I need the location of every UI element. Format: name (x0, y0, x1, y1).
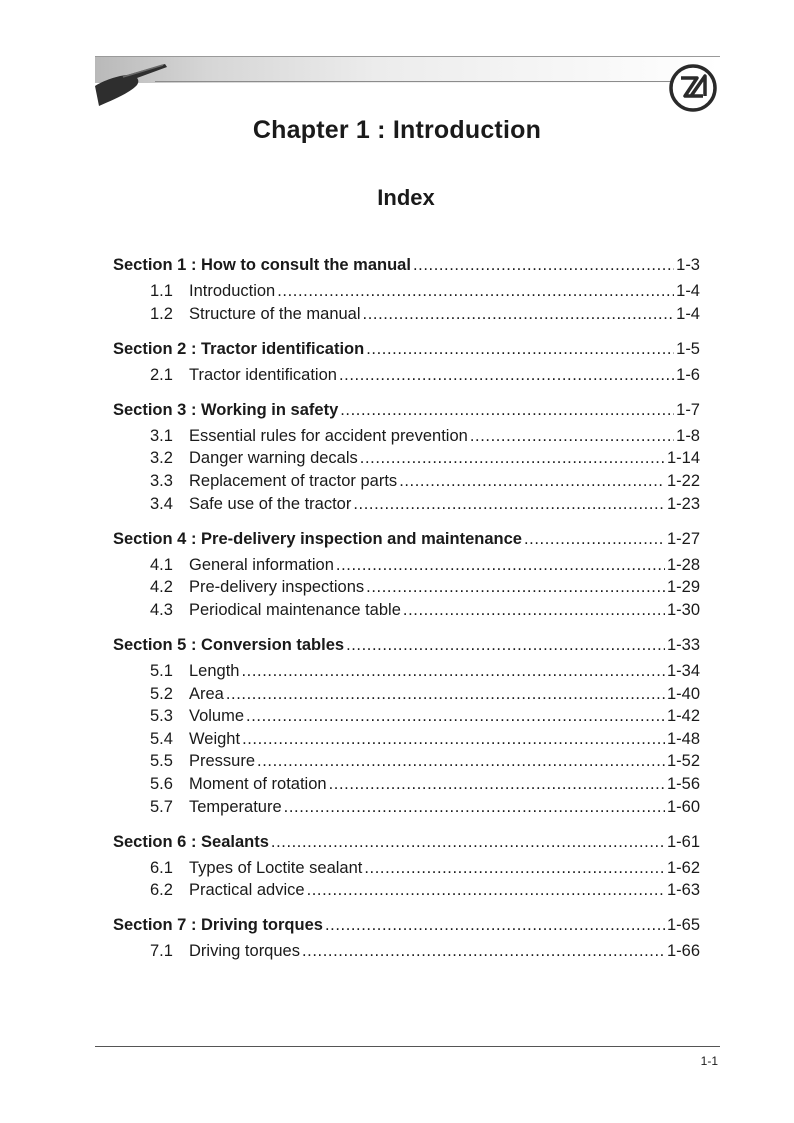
item-page: 1-4 (676, 304, 700, 323)
toc-item[interactable] (113, 942, 700, 965)
toc-item[interactable] (113, 427, 700, 450)
item-number: 4.2 (150, 578, 173, 597)
item-title: Driving torques (189, 942, 300, 961)
item-number: 3.1 (150, 426, 173, 445)
toc-section (113, 916, 700, 965)
toc-item[interactable] (113, 282, 700, 305)
item-page: 1-42 (666, 707, 700, 726)
section-page: 1-5 (676, 339, 700, 358)
toc-item[interactable] (113, 859, 700, 882)
toc-item[interactable] (113, 662, 700, 685)
item-number: 5.7 (150, 797, 173, 816)
toc-section-heading[interactable] (113, 833, 700, 859)
circle-logo-icon (667, 62, 719, 114)
item-page: 1-28 (666, 555, 700, 574)
footer-rule (95, 1046, 720, 1047)
section-title: Section 4 : Pre-delivery inspection and maintenance (113, 529, 522, 548)
toc-section-heading[interactable] (113, 340, 700, 366)
item-page: 1-8 (676, 426, 700, 445)
item-page: 1-62 (666, 858, 700, 877)
section-page: 1-65 (666, 916, 700, 935)
section-title: Section 5 : Conversion tables (113, 635, 345, 654)
dot-leader (257, 752, 665, 771)
dot-leader (302, 942, 665, 961)
toc-section-heading[interactable] (113, 256, 700, 282)
dot-leader (277, 282, 674, 301)
toc-item[interactable] (113, 775, 700, 798)
item-title: Temperature (189, 797, 282, 816)
table-of-contents (113, 256, 700, 977)
toc-item[interactable] (113, 707, 700, 730)
item-number: 1.2 (150, 304, 173, 323)
item-page: 1-23 (666, 494, 700, 513)
toc-item[interactable] (113, 601, 700, 624)
item-page: 1-30 (666, 600, 700, 619)
dot-leader (336, 556, 665, 575)
item-page: 1-34 (666, 661, 700, 680)
item-title: Danger warning decals (189, 449, 358, 468)
page-number: 1-1 (700, 1054, 718, 1068)
item-page: 1-14 (666, 449, 700, 468)
item-title: Structure of the manual (189, 304, 361, 323)
section-title: Section 2 : Tractor identification (113, 339, 365, 358)
toc-section (113, 833, 700, 904)
item-title: Pressure (189, 752, 256, 771)
dot-leader (339, 366, 674, 385)
item-title: General information (189, 555, 334, 574)
dot-leader (366, 340, 674, 359)
index-title: Index (377, 185, 435, 210)
dot-leader (226, 685, 665, 704)
item-title: Area (189, 684, 224, 703)
dot-leader (246, 707, 665, 726)
item-number: 5.1 (150, 661, 173, 680)
toc-item[interactable] (113, 556, 700, 579)
dot-leader (353, 495, 665, 514)
dot-leader (399, 472, 665, 491)
toc-item[interactable] (113, 752, 700, 775)
toc-section (113, 636, 700, 820)
item-number: 3.3 (150, 471, 173, 490)
dot-leader (363, 305, 675, 324)
toc-item[interactable] (113, 366, 700, 389)
dot-leader (366, 578, 665, 597)
dot-leader (284, 798, 665, 817)
item-title: Moment of rotation (189, 774, 327, 793)
section-page: 1-3 (676, 256, 700, 274)
toc-section (113, 340, 700, 389)
section-title: Section 6 : Sealants (113, 832, 269, 851)
header-rule (155, 81, 675, 82)
header-band (95, 56, 720, 83)
item-page: 1-6 (676, 365, 700, 384)
toc-item[interactable] (113, 449, 700, 472)
dot-leader (325, 916, 665, 935)
item-number: 6.2 (150, 881, 173, 900)
item-title: Tractor identification (189, 365, 337, 384)
toc-item[interactable] (113, 472, 700, 495)
toc-section-heading[interactable] (113, 401, 700, 427)
toc-item[interactable] (113, 798, 700, 821)
item-title: Volume (189, 707, 245, 726)
item-number: 3.4 (150, 494, 173, 513)
dot-leader (307, 881, 665, 900)
section-title: Section 3 : Working in safety (113, 400, 339, 419)
item-page: 1-40 (666, 684, 700, 703)
item-page: 1-29 (666, 578, 700, 597)
item-number: 7.1 (150, 942, 173, 961)
dot-leader (524, 530, 665, 549)
item-number: 5.5 (150, 752, 173, 771)
item-number: 5.4 (150, 729, 173, 748)
section-title: Section 7 : Driving torques (113, 916, 323, 935)
item-number: 1.1 (150, 282, 173, 300)
item-number: 4.1 (150, 555, 173, 574)
section-title: Section 1 : How to consult the manual (113, 256, 411, 274)
dot-leader (403, 601, 665, 620)
toc-section-heading[interactable] (113, 530, 700, 556)
item-page: 1-22 (666, 471, 700, 490)
item-page: 1-52 (666, 752, 700, 771)
item-title: Essential rules for accident prevention (189, 426, 468, 445)
item-page: 1-56 (666, 774, 700, 793)
toc-item[interactable] (113, 881, 700, 904)
section-page: 1-7 (676, 400, 700, 419)
item-title: Safe use of the tractor (189, 494, 352, 513)
item-number: 3.2 (150, 449, 173, 468)
item-number: 5.3 (150, 707, 173, 726)
chapter-title: Chapter 1 : Introduction (252, 116, 542, 144)
dot-leader (241, 662, 665, 681)
dot-leader (413, 256, 674, 275)
dot-leader (329, 775, 665, 794)
toc-section (113, 401, 700, 517)
toc-item[interactable] (113, 685, 700, 708)
item-title: Weight (189, 729, 241, 748)
item-number: 4.3 (150, 600, 173, 619)
item-title: Practical advice (189, 881, 305, 900)
item-page: 1-66 (666, 942, 700, 961)
item-page: 1-60 (666, 797, 700, 816)
page-header (95, 56, 720, 106)
dot-leader (360, 449, 665, 468)
toc-item[interactable] (113, 305, 700, 328)
item-number: 6.1 (150, 858, 173, 877)
toc-section (113, 530, 700, 624)
toc-section-heading[interactable] (113, 916, 700, 942)
item-title: Types of Loctite sealant (189, 858, 363, 877)
item-number: 2.1 (150, 365, 173, 384)
item-number: 5.2 (150, 684, 173, 703)
item-title: Periodical maintenance table (189, 600, 401, 619)
section-page: 1-33 (666, 635, 700, 654)
section-page: 1-61 (666, 832, 700, 851)
item-title: Length (189, 661, 240, 680)
item-title: Introduction (189, 282, 276, 300)
dot-leader (470, 427, 674, 446)
item-page: 1-48 (666, 729, 700, 748)
item-title: Pre-delivery inspections (189, 578, 365, 597)
dot-leader (242, 730, 665, 749)
toc-item[interactable] (113, 730, 700, 753)
toc-section-heading[interactable] (113, 636, 700, 662)
dot-leader (340, 401, 674, 420)
item-page: 1-63 (666, 881, 700, 900)
toc-section (113, 256, 700, 327)
toc-item[interactable] (113, 495, 700, 518)
item-page: 1-4 (676, 282, 700, 300)
dot-leader (364, 859, 665, 878)
dot-leader (271, 833, 665, 852)
section-page: 1-27 (666, 529, 700, 548)
item-title: Replacement of tractor parts (189, 471, 398, 490)
dot-leader (346, 636, 665, 655)
item-number: 5.6 (150, 774, 173, 793)
hand-pointer-icon (93, 60, 175, 110)
toc-item[interactable] (113, 578, 700, 601)
